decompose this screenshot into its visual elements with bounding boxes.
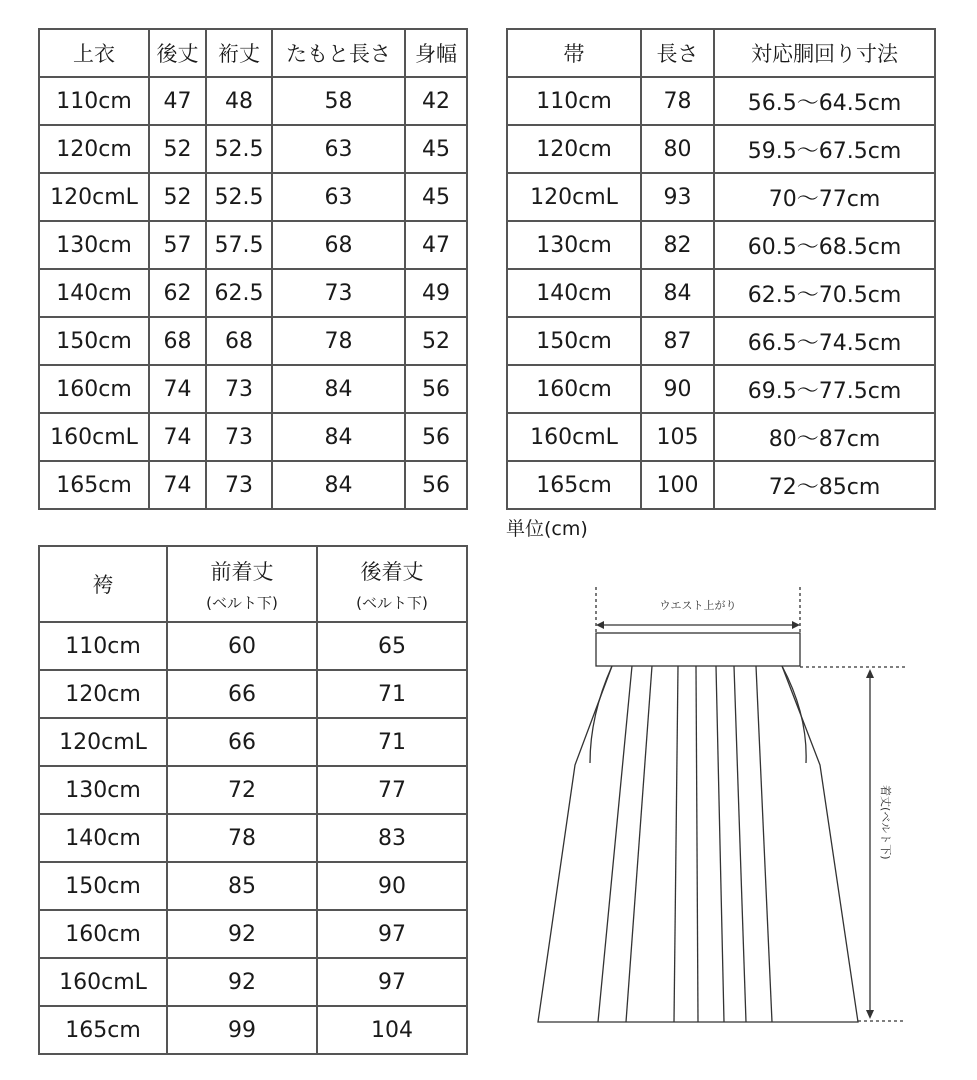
value-cell: 73	[272, 269, 405, 317]
side-slit-right	[782, 666, 806, 763]
arrow-head	[866, 669, 874, 678]
value-cell: 97	[317, 958, 467, 1006]
pleat-line	[598, 666, 632, 1022]
value-cell: 104	[317, 1006, 467, 1054]
value-cell: 52	[149, 125, 206, 173]
size-cell: 140cm	[39, 269, 149, 317]
size-cell: 120cm	[39, 670, 167, 718]
table-row	[39, 461, 467, 509]
value-cell: 77	[317, 766, 467, 814]
table-row	[39, 413, 467, 461]
value-cell: 93	[641, 173, 714, 221]
value-cell: 73	[206, 413, 272, 461]
value-cell: 57	[149, 221, 206, 269]
table-row	[507, 173, 935, 221]
value-cell: 63	[272, 125, 405, 173]
value-cell: 99	[167, 1006, 317, 1054]
value-cell: 92	[167, 958, 317, 1006]
header-cell: たもと長さ	[272, 29, 405, 77]
value-cell: 105	[641, 413, 714, 461]
value-cell: 56	[405, 461, 467, 509]
size-cell: 130cm	[39, 221, 149, 269]
table-header-row	[39, 546, 467, 622]
value-cell: 84	[272, 365, 405, 413]
header-cell: 上衣	[39, 29, 149, 77]
size-cell: 130cm	[507, 221, 641, 269]
size-cell: 110cm	[39, 622, 167, 670]
header-cell: 身幅	[405, 29, 467, 77]
table-header-row	[39, 29, 467, 77]
size-cell: 120cmL	[39, 718, 167, 766]
header-cell: 帯	[507, 29, 641, 77]
value-cell: 62.5	[206, 269, 272, 317]
header-main: 後着丈	[360, 559, 424, 584]
size-cell: 165cm	[39, 461, 149, 509]
table-row	[39, 77, 467, 125]
value-cell: 68	[206, 317, 272, 365]
table-row	[39, 365, 467, 413]
table-row	[39, 718, 467, 766]
size-cell: 130cm	[39, 766, 167, 814]
value-cell: 60	[167, 622, 317, 670]
value-cell: 56	[405, 413, 467, 461]
pleat-line	[716, 666, 724, 1022]
value-cell: 49	[405, 269, 467, 317]
value-cell: 65	[317, 622, 467, 670]
value-cell: 66	[167, 718, 317, 766]
size-cell: 150cm	[507, 317, 641, 365]
value-cell: 42	[405, 77, 467, 125]
table-row	[39, 766, 467, 814]
hakama-diagram	[520, 575, 920, 1045]
value-cell: 62	[149, 269, 206, 317]
value-cell: 68	[272, 221, 405, 269]
value-cell: 66.5〜74.5cm	[714, 317, 935, 365]
value-cell: 74	[149, 413, 206, 461]
value-cell: 80	[641, 125, 714, 173]
table-row	[39, 1006, 467, 1054]
arrow-head	[792, 621, 800, 629]
header-sub: (ベルト下)	[206, 593, 278, 612]
value-cell: 92	[167, 910, 317, 958]
value-cell: 56.5〜64.5cm	[714, 77, 935, 125]
pleat-line	[734, 666, 746, 1022]
table-row	[39, 910, 467, 958]
header-cell	[39, 546, 167, 622]
waist-label: ウエスト上がり	[659, 599, 737, 612]
size-cell: 120cmL	[507, 173, 641, 221]
header-cell: 対応胴回り寸法	[714, 29, 935, 77]
value-cell: 66	[167, 670, 317, 718]
value-cell: 52	[149, 173, 206, 221]
value-cell: 60.5〜68.5cm	[714, 221, 935, 269]
header-cell	[317, 546, 467, 622]
jacket-size-table	[38, 28, 468, 510]
table-row	[39, 317, 467, 365]
header-cell: 後丈	[149, 29, 206, 77]
value-cell: 72〜85cm	[714, 461, 935, 509]
value-cell: 78	[272, 317, 405, 365]
arrow-head	[596, 621, 604, 629]
table-row	[39, 173, 467, 221]
value-cell: 52	[405, 317, 467, 365]
header-main: 袴	[92, 573, 114, 597]
size-cell: 110cm	[507, 77, 641, 125]
size-cell: 140cm	[39, 814, 167, 862]
table-row	[39, 622, 467, 670]
size-cell: 150cm	[39, 317, 149, 365]
value-cell: 58	[272, 77, 405, 125]
unit-note: 単位(cm)	[506, 518, 588, 540]
size-cell: 160cmL	[39, 958, 167, 1006]
value-cell: 73	[206, 365, 272, 413]
size-cell: 160cm	[39, 365, 149, 413]
table-row	[507, 125, 935, 173]
value-cell: 84	[641, 269, 714, 317]
value-cell: 71	[317, 718, 467, 766]
value-cell: 97	[317, 910, 467, 958]
table-row	[507, 77, 935, 125]
table-row	[39, 958, 467, 1006]
value-cell: 82	[641, 221, 714, 269]
header-sub: (ベルト下)	[356, 593, 428, 612]
size-cell: 160cmL	[507, 413, 641, 461]
pleat-line	[756, 666, 772, 1022]
size-cell: 140cm	[507, 269, 641, 317]
table-row	[507, 317, 935, 365]
header-cell: 裄丈	[206, 29, 272, 77]
value-cell: 84	[272, 461, 405, 509]
table-row	[507, 365, 935, 413]
table-row	[507, 221, 935, 269]
size-cell: 165cm	[39, 1006, 167, 1054]
size-cell: 110cm	[39, 77, 149, 125]
header-cell	[167, 546, 317, 622]
value-cell: 52.5	[206, 173, 272, 221]
waist-band	[596, 633, 800, 666]
value-cell: 90	[317, 862, 467, 910]
table-row	[39, 269, 467, 317]
value-cell: 85	[167, 862, 317, 910]
pleat-line	[674, 666, 678, 1022]
value-cell: 48	[206, 77, 272, 125]
table-row	[39, 221, 467, 269]
value-cell: 74	[149, 461, 206, 509]
value-cell: 47	[405, 221, 467, 269]
table-row	[39, 862, 467, 910]
value-cell: 78	[641, 77, 714, 125]
value-cell: 69.5〜77.5cm	[714, 365, 935, 413]
size-cell: 150cm	[39, 862, 167, 910]
table-row	[39, 125, 467, 173]
pleat-line	[696, 666, 698, 1022]
size-cell: 160cmL	[39, 413, 149, 461]
size-cell: 120cm	[507, 125, 641, 173]
value-cell: 52.5	[206, 125, 272, 173]
header-main: 前着丈	[210, 559, 274, 584]
value-cell: 78	[167, 814, 317, 862]
table-row	[39, 670, 467, 718]
size-cell: 160cm	[39, 910, 167, 958]
value-cell: 59.5〜67.5cm	[714, 125, 935, 173]
value-cell: 57.5	[206, 221, 272, 269]
value-cell: 45	[405, 125, 467, 173]
table-header-row	[507, 29, 935, 77]
value-cell: 72	[167, 766, 317, 814]
arrow-head	[866, 1010, 874, 1019]
obi-size-table	[506, 28, 936, 510]
value-cell: 63	[272, 173, 405, 221]
value-cell: 80〜87cm	[714, 413, 935, 461]
length-label: 着丈(ベルト下)	[879, 785, 892, 860]
value-cell: 83	[317, 814, 467, 862]
pleat-line	[626, 666, 652, 1022]
value-cell: 87	[641, 317, 714, 365]
size-cell: 160cm	[507, 365, 641, 413]
value-cell: 90	[641, 365, 714, 413]
value-cell: 62.5〜70.5cm	[714, 269, 935, 317]
value-cell: 70〜77cm	[714, 173, 935, 221]
table-row	[507, 413, 935, 461]
table-row	[507, 269, 935, 317]
value-cell: 56	[405, 365, 467, 413]
size-cell: 120cm	[39, 125, 149, 173]
value-cell: 45	[405, 173, 467, 221]
size-cell: 120cmL	[39, 173, 149, 221]
table-row	[507, 461, 935, 509]
table-row	[39, 814, 467, 862]
value-cell: 84	[272, 413, 405, 461]
value-cell: 73	[206, 461, 272, 509]
hakama-size-table	[38, 545, 468, 1055]
value-cell: 47	[149, 77, 206, 125]
value-cell: 71	[317, 670, 467, 718]
size-cell: 165cm	[507, 461, 641, 509]
header-cell: 長さ	[641, 29, 714, 77]
value-cell: 68	[149, 317, 206, 365]
value-cell: 100	[641, 461, 714, 509]
value-cell: 74	[149, 365, 206, 413]
